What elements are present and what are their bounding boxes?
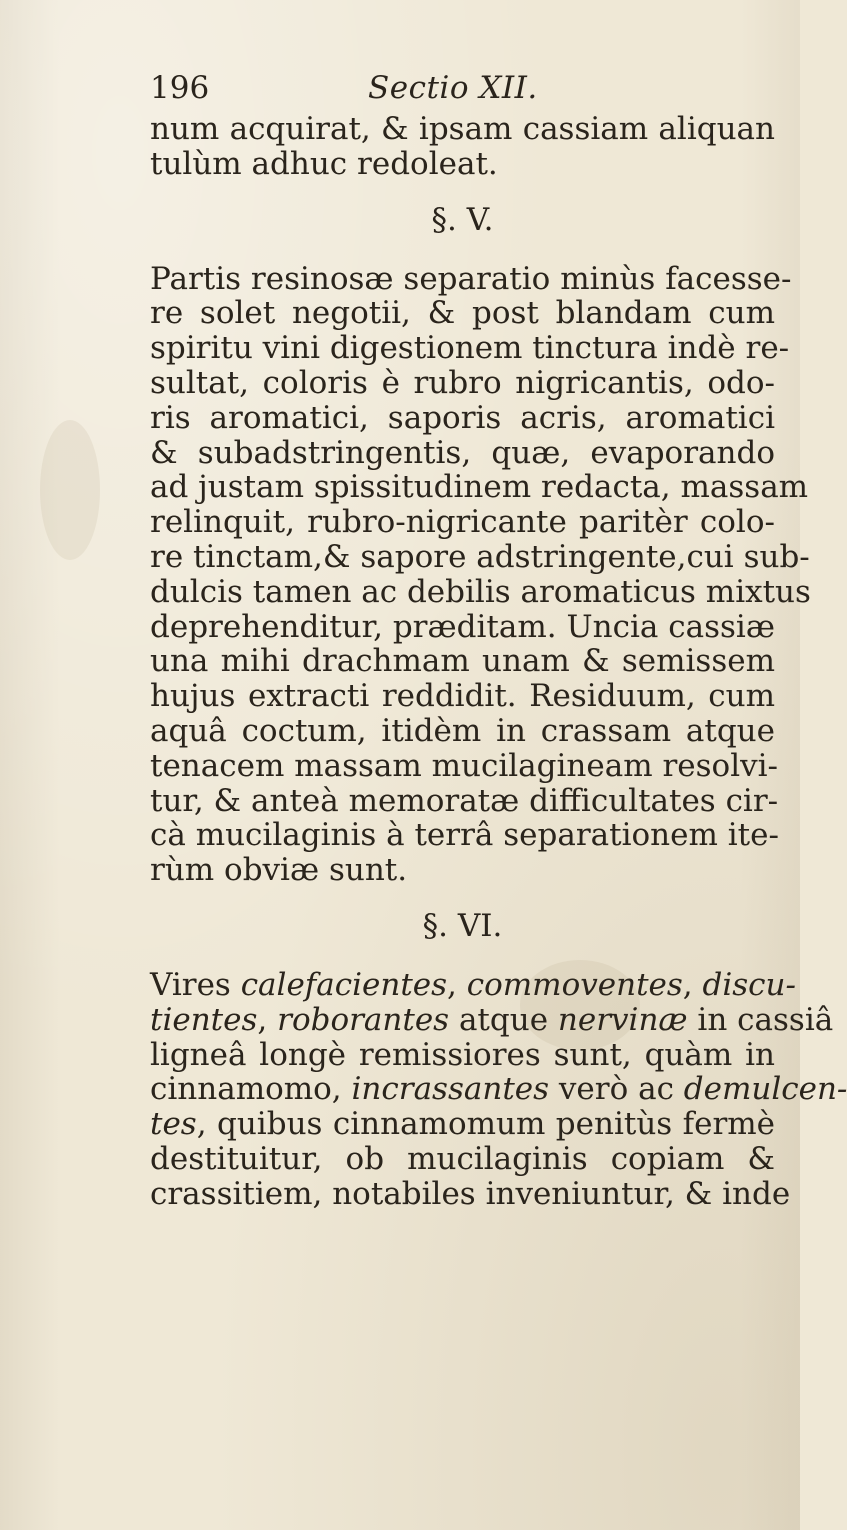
paper-stain [40,420,100,560]
text-line [150,1107,775,1142]
text-run: , [447,966,467,1003]
text-line [150,966,796,1003]
running-head: Sectio XII. [368,70,538,106]
text-line: num acquirat, & ipsam cassiam aliquan [150,111,775,147]
text-line [150,1071,847,1108]
text-line: re solet negotii, & post blandam cum [150,295,775,332]
text-run: , [682,966,703,1003]
text-line: hujus extracti reddidit. Residuum, cum [150,678,775,715]
italic-term: discu- [702,966,796,1003]
text-line: sultat, coloris è rubro nigricantis, odo- [150,364,775,401]
text-line: destituitur, ob mucilaginis copiam & [150,1140,775,1177]
text-line: Partis resinosæ separatio minùs facesse- [150,260,792,297]
spacer [150,248,775,262]
text-line: spiritu vini digestionem tinctura indè re- [150,330,790,367]
section-heading-vi: §. VI. [422,907,503,944]
text-run: atque [449,1001,558,1038]
italic-term: nervinæ [557,1001,688,1038]
text-line: cà mucilaginis à terrâ separationem ite- [150,817,779,854]
text-run: in cassiâ [687,1001,834,1038]
text-line: crassitiem, notabiles inveniuntur, & inde [150,1175,791,1212]
text-line [150,1001,834,1038]
spacer [150,954,775,968]
text-run: Vires [150,966,241,1003]
text-line: ad justam spissitudinem redacta, massam [150,469,809,506]
italic-term: calefacientes [240,966,448,1003]
text-run: , [257,1001,278,1038]
text-line: deprehenditur, præditam. Uncia cassiæ [150,608,775,645]
text-line: dulcis tamen ac debilis aromaticus mixtus [150,573,811,610]
section-heading-v: §. V. [431,201,494,238]
italic-term: demulcen- [683,1071,847,1108]
text-line: una mihi drachmam unam & semissem [150,643,775,680]
text-line: & subadstringentis, quæ, evaporando [150,434,775,471]
text-line: ligneâ longè remissiores sunt, quàm in [150,1036,775,1073]
italic-term: tes [150,1106,197,1143]
text-line: relinquit, rubro-nigricante paritèr colo- [150,504,775,541]
text-line: tulùm adhuc redoleat. [150,145,498,182]
italic-term: commoventes [466,966,683,1003]
text-run: , quibus cinnamomum penitùs fermè [196,1106,775,1143]
italic-term: roborantes [277,1001,450,1038]
text-run: verò ac [549,1071,684,1108]
page-header [150,70,770,110]
text-line: rùm obviæ sunt. [150,852,408,889]
page-number: 196 [150,70,210,106]
text-line: aquâ coctum, itidèm in crassam atque [150,712,775,749]
text-line: tur, & anteà memoratæ difficultates cir- [150,782,779,819]
text-line: ris aromatici, saporis acris, aromatici [150,399,775,436]
text-block [150,111,847,1212]
text-line: re tinctam,& sapore adstringente,cui sub- [150,538,810,575]
italic-term: incrassantes [351,1071,550,1108]
text-run: cinnamomo, [150,1071,352,1108]
italic-term: tientes [150,1001,258,1038]
text-line: tenacem massam mucilagineam resolvi- [150,747,779,784]
